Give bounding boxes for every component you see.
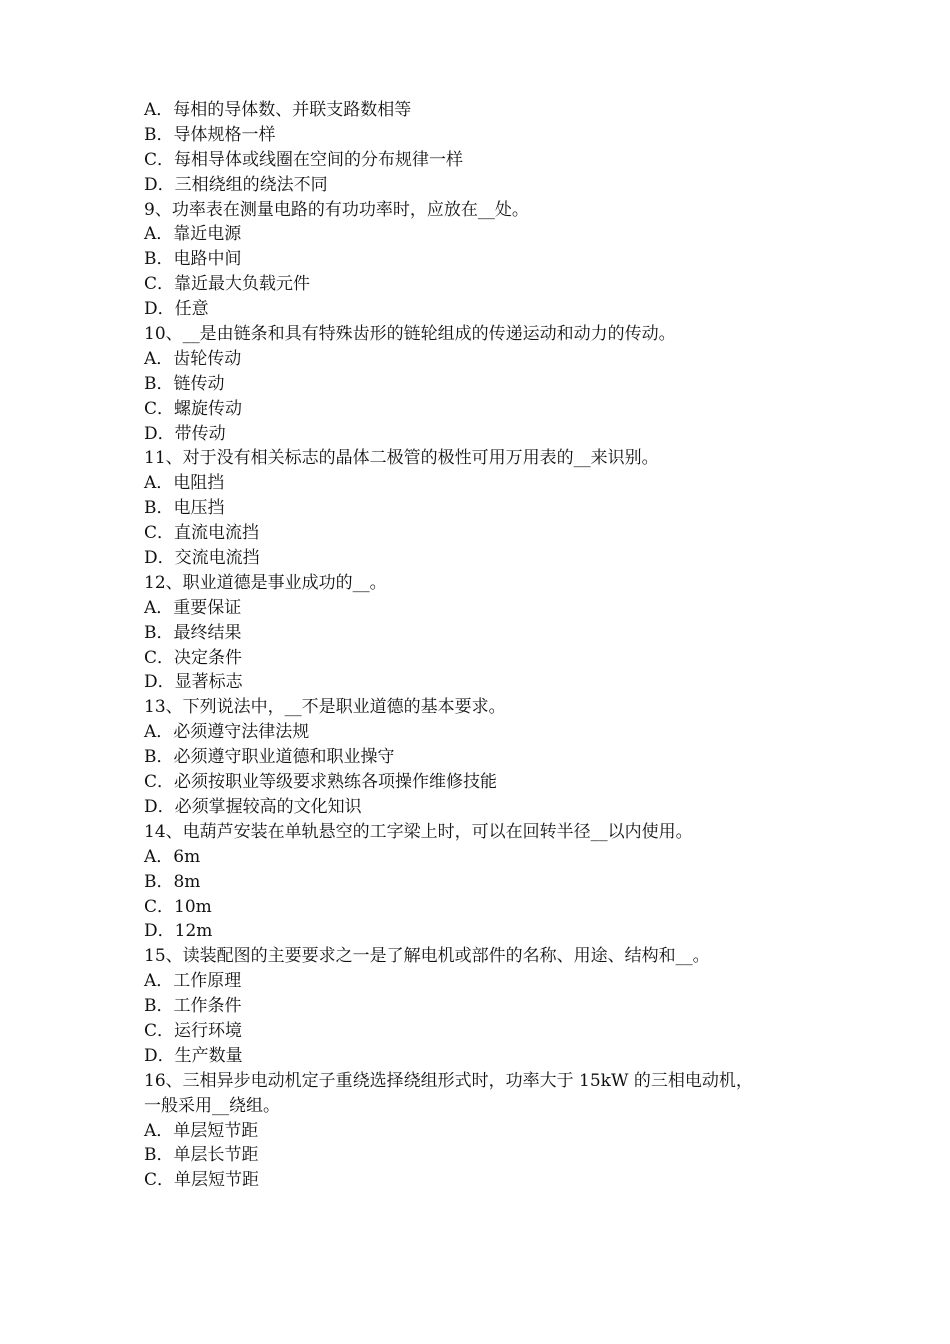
option-line: B．必须遵守职业道德和职业操守: [144, 747, 395, 768]
question-line: 10、__是由链条和具有特殊齿形的链轮组成的传递运动和动力的传动。: [144, 324, 676, 345]
option-line: C．螺旋传动: [144, 398, 243, 419]
option-line: B．电压挡: [144, 498, 225, 519]
option-line: D．显著标志: [144, 672, 243, 693]
option-line: A．单层短节距: [144, 1120, 259, 1141]
question-line: 15、读装配图的主要要求之一是了解电机或部件的名称、用途、结构和__。: [144, 946, 710, 967]
question-line: 13、下列说法中，__不是职业道德的基本要求。: [144, 697, 506, 718]
option-line: C．直流电流挡: [144, 523, 260, 544]
option-line: B．电路中间: [144, 249, 242, 270]
option-line: D．12m: [144, 921, 213, 942]
option-line: D．任意: [144, 299, 209, 320]
option-line: B．工作条件: [144, 996, 242, 1017]
question-line: 16、三相异步电动机定子重绕选择绕组形式时，功率大于 15kW 的三相电动机，: [144, 1070, 753, 1091]
option-line: C．每相导体或线圈在空间的分布规律一样: [144, 149, 464, 170]
option-line: D．必须掌握较高的文化知识: [144, 796, 362, 817]
option-line: A．重要保证: [144, 597, 242, 618]
option-line: A．必须遵守法律法规: [144, 722, 310, 743]
option-line: C．10m: [144, 896, 212, 917]
option-line: D．交流电流挡: [144, 548, 260, 569]
option-line: C．单层短节距: [144, 1170, 260, 1191]
option-line: B．8m: [144, 871, 201, 892]
option-line: B．链传动: [144, 373, 225, 394]
question-line: 12、职业道德是事业成功的__。: [144, 572, 387, 593]
option-line: A．工作原理: [144, 971, 242, 992]
option-line: C．运行环境: [144, 1020, 243, 1041]
question-line-continued: 一般采用__绕组。: [144, 1095, 280, 1116]
option-line: D．生产数量: [144, 1045, 243, 1066]
option-line: B．导体规格一样: [144, 124, 276, 145]
option-line: D．带传动: [144, 423, 226, 444]
option-line: A．电阻挡: [144, 473, 225, 494]
option-line: C．决定条件: [144, 647, 243, 668]
option-line: C．必须按职业等级要求熟练各项操作维修技能: [144, 772, 498, 793]
option-line: C．靠近最大负载元件: [144, 274, 311, 295]
question-line: 9、功率表在测量电路的有功功率时，应放在__处。: [144, 199, 529, 220]
option-line: B．单层长节距: [144, 1145, 259, 1166]
option-line: A．每相的导体数、并联支路数相等: [144, 100, 412, 120]
question-line: 14、电葫芦安装在单轨悬空的工字梁上时，可以在回转半径__以内使用。: [144, 821, 693, 842]
option-line: B．最终结果: [144, 622, 242, 643]
option-line: A．6m: [144, 846, 201, 867]
option-line: A．齿轮传动: [144, 348, 242, 369]
document-page: [144, 98, 824, 1193]
option-line: D．三相绕组的绕法不同: [144, 174, 328, 195]
question-line: 11、对于没有相关标志的晶体二极管的极性可用万用表的__来识别。: [144, 448, 659, 469]
option-line: A．靠近电源: [144, 224, 242, 245]
